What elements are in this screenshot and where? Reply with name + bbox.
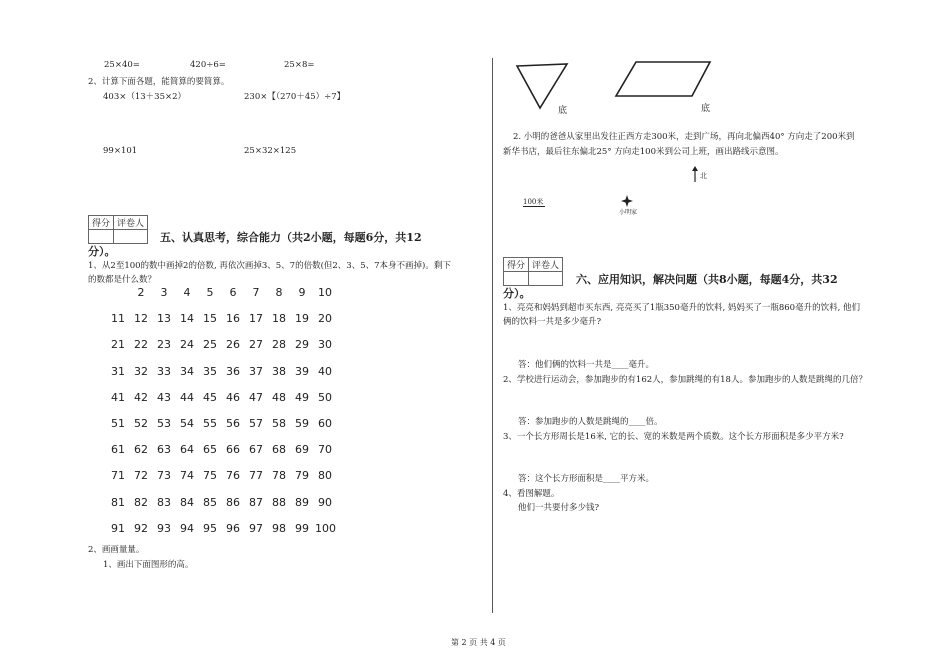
grader-label: 评卷人 <box>529 258 563 272</box>
grid-number[interactable]: 8 <box>275 286 283 299</box>
page-footer: 第 2 页 共 4 页 <box>451 638 506 647</box>
grid-number[interactable]: 56 <box>226 417 240 430</box>
grid-number[interactable]: 68 <box>272 443 286 457</box>
grid-number[interactable]: 52 <box>134 417 148 430</box>
grid-number[interactable]: 92 <box>134 521 148 535</box>
grid-number[interactable]: 70 <box>318 443 332 457</box>
grid-number[interactable]: 95 <box>203 521 217 535</box>
grid-number[interactable]: 67 <box>249 443 263 457</box>
grid-number[interactable]: 61 <box>111 443 125 457</box>
score-table-6 <box>503 257 563 286</box>
calc-3: 25×8= <box>284 60 315 70</box>
q2-route-line2: 新华书店，最后往东偏北25° 方向走100米到公司上班，画出路线示意图。 <box>503 147 784 157</box>
section-6-title: 六、应用知识，解决问题（共8小题，每题4分，共32 <box>576 273 838 286</box>
grid-number[interactable]: 78 <box>272 469 286 483</box>
grid-number[interactable]: 69 <box>295 443 309 457</box>
problem-1-answer: 答：他们俩的饮料一共是____毫升。 <box>518 360 655 370</box>
grid-number[interactable]: 89 <box>295 495 309 509</box>
grid-number[interactable]: 82 <box>134 495 148 509</box>
grid-number[interactable]: 26 <box>226 338 240 352</box>
grid-number[interactable]: 41 <box>111 390 125 404</box>
grid-number[interactable]: 96 <box>226 521 240 535</box>
expr-2: 230×【（270＋45）÷7】 <box>244 92 346 102</box>
grid-number[interactable]: 57 <box>249 417 263 430</box>
grid-number[interactable]: 46 <box>226 390 240 404</box>
grid-number[interactable]: 50 <box>318 390 332 404</box>
grid-number[interactable]: 37 <box>249 364 263 378</box>
score-label: 得分 <box>89 216 114 230</box>
grid-number[interactable]: 51 <box>111 417 125 430</box>
column-divider <box>492 58 493 613</box>
grid-number[interactable]: 29 <box>295 338 309 352</box>
grid-number[interactable]: 93 <box>157 521 171 535</box>
grid-number[interactable]: 63 <box>157 443 171 457</box>
calc-2: 420÷6= <box>190 60 226 70</box>
grid-number[interactable]: 44 <box>180 390 194 404</box>
parallelogram-figure <box>612 60 716 100</box>
score-cell[interactable] <box>89 230 114 244</box>
grader-cell[interactable] <box>114 230 148 244</box>
grid-number[interactable]: 90 <box>318 495 332 509</box>
grid-number[interactable]: 87 <box>249 495 263 509</box>
problem-2-answer: 答：参加跑步的人数是跳绳的____倍。 <box>518 417 663 427</box>
grid-number[interactable]: 94 <box>180 521 194 535</box>
grid-number[interactable]: 66 <box>226 443 240 457</box>
grid-number[interactable]: 17 <box>249 312 263 326</box>
grid-number[interactable]: 97 <box>249 521 263 535</box>
grid-number[interactable]: 65 <box>203 443 217 457</box>
grader-label: 评卷人 <box>114 216 148 230</box>
grid-number[interactable]: 77 <box>249 469 263 483</box>
grid-number[interactable]: 23 <box>157 338 171 352</box>
grid-number[interactable]: 40 <box>318 364 332 378</box>
grid-number[interactable]: 10 <box>318 286 332 299</box>
grid-number[interactable]: 73 <box>157 469 171 483</box>
section-5-tail: 分）。 <box>88 245 116 258</box>
grid-number[interactable]: 2 <box>137 286 145 299</box>
q1-text-line1: 1、从2至100的数中画掉2的倍数, 再依次画掉3、5、7的倍数(但2、3、5、7本身不画掉)。剩下 <box>88 261 451 271</box>
home-compass-icon <box>621 195 633 207</box>
grid-number[interactable]: 24 <box>180 338 194 352</box>
grid-number[interactable]: 49 <box>295 390 309 404</box>
problem-4-sub: 他们一共要付多少钱? <box>518 503 600 513</box>
grid-number[interactable]: 71 <box>111 469 125 483</box>
scale-label: 100米 <box>523 198 544 206</box>
problem-1-line1: 1、亮亮和妈妈到超市买东西, 亮亮买了1瓶350毫升的饮料, 妈妈买了一瓶860毫升的饮料, 他们 <box>503 303 860 313</box>
grid-number[interactable]: 16 <box>226 312 240 326</box>
grid-number[interactable]: 33 <box>157 364 171 378</box>
grid-number[interactable]: 76 <box>226 469 240 483</box>
q2-title: 2、计算下面各题，能简算的要简算。 <box>88 77 230 87</box>
grid-number[interactable]: 30 <box>318 338 332 352</box>
grid-number[interactable]: 32 <box>134 364 148 378</box>
grid-number[interactable]: 43 <box>157 390 171 404</box>
triangle-base-label: 底 <box>558 106 568 116</box>
grid-number[interactable]: 18 <box>272 312 286 326</box>
problem-4-title: 4、看图解题。 <box>503 489 560 499</box>
calc-1: 25×40= <box>104 60 140 70</box>
grid-number[interactable]: 48 <box>272 390 286 404</box>
q1-text-line2: 的数都是什么数？ <box>88 275 157 285</box>
problem-3-answer: 答：这个长方形面积是____平方米。 <box>518 474 655 484</box>
problem-1-line2: 俩的饮料一共是多少毫升? <box>503 317 602 327</box>
grid-number[interactable]: 5 <box>206 286 214 299</box>
parallelogram-base-label: 底 <box>701 104 711 114</box>
problem-3-text: 3、一个长方形周长是16米, 它的长、宽的米数是两个质数。这个长方形面积是多少平方米? <box>503 432 844 442</box>
problem-2-text: 2、学校进行运动会，参加跑步的有162人，参加跳绳的有18人。参加跑步的人数是跳绳的几倍？ <box>503 375 867 385</box>
score-cell[interactable] <box>504 272 529 286</box>
grid-number[interactable]: 7 <box>252 286 260 299</box>
grid-number[interactable]: 38 <box>272 364 286 378</box>
q2-route-line1: 2. 小明的爸爸从家里出发往正西方走300米，走到广场，再向北偏西40° 方向走了200米到 <box>513 132 855 142</box>
grid-number[interactable]: 86 <box>226 495 240 509</box>
grid-number[interactable]: 45 <box>203 390 217 404</box>
grid-number[interactable]: 91 <box>111 521 125 535</box>
scale-bar <box>523 206 545 207</box>
grid-number[interactable]: 4 <box>183 286 191 299</box>
grid-number[interactable]: 35 <box>203 364 217 378</box>
home-label: 小明家 <box>619 209 638 216</box>
score-table-5 <box>88 215 148 244</box>
grid-number[interactable]: 34 <box>180 364 194 378</box>
grid-number[interactable]: 79 <box>295 469 309 483</box>
grid-number[interactable]: 36 <box>226 364 240 378</box>
grid-number[interactable]: 84 <box>180 495 194 509</box>
grid-number[interactable]: 20 <box>318 312 332 326</box>
grid-number[interactable]: 31 <box>111 364 125 378</box>
grid-number[interactable]: 83 <box>157 495 171 509</box>
grid-number[interactable]: 13 <box>157 312 171 326</box>
grid-number[interactable]: 12 <box>134 312 148 326</box>
grid-number[interactable]: 14 <box>180 312 194 326</box>
grid-number[interactable]: 74 <box>180 469 194 483</box>
grid-number[interactable]: 25 <box>203 338 217 352</box>
grid-number[interactable]: 72 <box>134 469 148 483</box>
grid-number[interactable]: 11 <box>111 312 125 326</box>
grid-number[interactable]: 81 <box>111 495 125 509</box>
expr-4: 25×32×125 <box>244 146 297 156</box>
grid-number[interactable]: 55 <box>203 417 217 430</box>
grid-number[interactable]: 85 <box>203 495 217 509</box>
grid-number[interactable]: 21 <box>111 338 125 352</box>
grid-number[interactable]: 64 <box>180 443 194 457</box>
grid-number[interactable]: 75 <box>203 469 217 483</box>
grid-number[interactable]: 47 <box>249 390 263 404</box>
north-label: 北 <box>700 172 707 180</box>
q2b-title: 2、画画量量。 <box>88 545 145 555</box>
expr-3: 99×101 <box>103 146 138 156</box>
q2b-sub: 1、画出下面图形的高。 <box>103 560 194 570</box>
section-6-tail: 分）。 <box>503 287 531 300</box>
expr-1: 403×（13＋35×2） <box>103 92 187 102</box>
grid-number[interactable]: 42 <box>134 390 148 404</box>
grid-number[interactable]: 59 <box>295 417 309 430</box>
grid-number[interactable]: 98 <box>272 521 286 535</box>
grid-number[interactable]: 62 <box>134 443 148 457</box>
grid-number[interactable]: 19 <box>295 312 309 326</box>
grid-number[interactable]: 39 <box>295 364 309 378</box>
section-5-title: 五、认真思考，综合能力（共2小题，每题6分，共12 <box>160 231 422 244</box>
grid-number[interactable]: 27 <box>249 338 263 352</box>
score-label: 得分 <box>504 258 529 272</box>
grid-number[interactable]: 28 <box>272 338 286 352</box>
grid-number[interactable]: 88 <box>272 495 286 509</box>
grid-number[interactable]: 54 <box>180 417 194 430</box>
grid-number[interactable]: 22 <box>134 338 148 352</box>
grader-cell[interactable] <box>529 272 563 286</box>
grid-number[interactable]: 60 <box>318 417 332 430</box>
grid-number[interactable]: 6 <box>229 286 237 299</box>
grid-number[interactable]: 100 <box>315 521 336 535</box>
grid-number[interactable]: 3 <box>160 286 168 299</box>
grid-number[interactable]: 80 <box>318 469 332 483</box>
grid-number[interactable]: 58 <box>272 417 286 430</box>
grid-number[interactable]: 15 <box>203 312 217 326</box>
grid-number[interactable]: 99 <box>295 521 309 535</box>
grid-number[interactable]: 9 <box>298 286 306 299</box>
grid-number[interactable]: 53 <box>157 417 171 430</box>
